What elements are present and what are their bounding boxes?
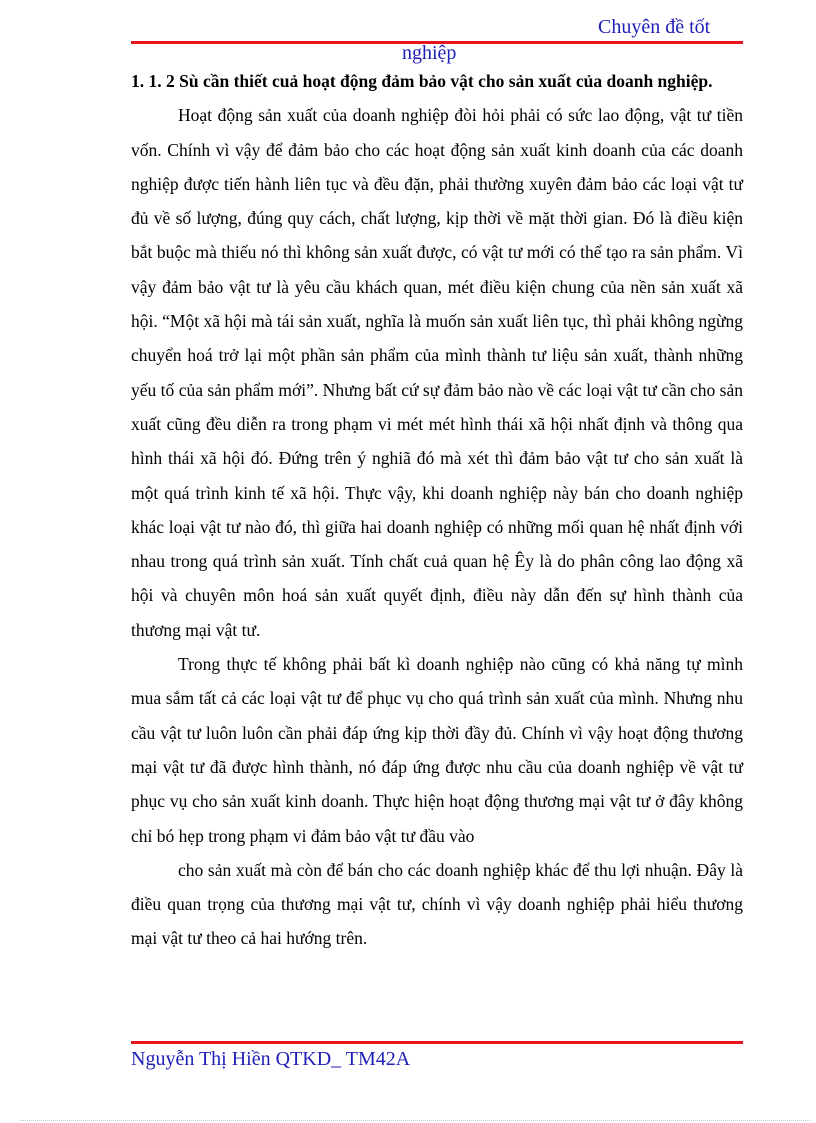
paragraph-1: Hoạt động sản xuất của doanh nghiệp đòi hỏi phải có sức lao động, vật tư tiền vốn. Chính vì vậy để đảm bảo cho các hoạt động sản xuất kinh doanh của các doanh nghiệp được tiến hành liên tục và đều đặn, phải thường xuyên đảm bảo các loại vật tư đủ về số lượng, đúng quy cách, chất lượng, kịp thời về mặt thời gian. Đó là điều kiện bắt buộc mà thiếu nó thì không sản xuất được, có vật tư mới có thể tạo ra sản phẩm. Vì vậy đảm bảo vật tư là yêu cầu khách quan, mét điều kiện chung của nền sản xuất xã hội. “Một xã hội mà tái sản xuất, nghĩa là muốn sản xuất liên tục, thì phải không ngừng chuyển hoá trở lại một phần sản phẩm của mình thành tư liệu sản xuất, thành những yếu tố của sản phẩm mới”. Nhưng bất cứ sự đảm bảo nào về các loại vật tư cần cho sản xuất cũng đều diễn ra trong phạm vi mét mét hình thái xã hội nhất định và thông qua hình thái xã hội đó. Đứng trên ý nghiã đó mà xét thì đảm bảo vật tư cho sản xuất là một quá trình kinh tế xã hội. Thực vậy, khi doanh nghiệp này bán cho doanh nghiệp khác loại vật tư nào đó, thì giữa hai doanh nghiệp có những mối quan hệ nhất định với nhau trong quá trình sản xuất. Tính chất cuả quan hệ Êy là do phân công lao động xã hội và chuyên môn hoá sản xuất quyết định, điều này dẫn đến sự hình thành của thương mại vật tư. bbox=[131, 105, 743, 640]
footer-author: Nguyễn Thị Hiền QTKD_ TM42A bbox=[131, 1048, 411, 1070]
header-title-continuation: nghiệp bbox=[402, 42, 457, 64]
paragraph-2: Trong thực tế không phải bất kì doanh nghiệp nào cũng có khả năng tự mình mua sắm tất cả các loại vật tư để phục vụ cho quá trình sản xuất của mình. Nhưng nhu cầu vật tư luôn luôn cần phải đáp ứng kịp thời đầy đủ. Chính vì vậy hoạt động thương mại vật tư đã được hình thành, nó đáp ứng được nhu cầu của doanh nghiệp về vật tư phục vụ cho sản xuất kinh doanh. Thực hiện hoạt động thương mại vật tư ở đây không chỉ bó hẹp trong phạm vi đảm bảo vật tư đầu vào bbox=[131, 654, 743, 846]
page-edge-divider bbox=[20, 1120, 810, 1121]
document-body bbox=[131, 64, 743, 956]
section-heading: 1. 1. 2 Sù cần thiết cuả hoạt động đảm bảo vật cho sản xuất của doanh nghiệp. bbox=[131, 71, 713, 91]
header-title: Chuyên đề tốt bbox=[598, 16, 711, 38]
paragraph-3: cho sản xuất mà còn để bán cho các doanh nghiệp khác để thu lợi nhuận. Đây là điều quan trọng của thương mại vật tư, chính vì vậy doanh nghiệp phải hiểu thương mại vật tư theo cả hai hướng trên. bbox=[131, 859, 743, 949]
